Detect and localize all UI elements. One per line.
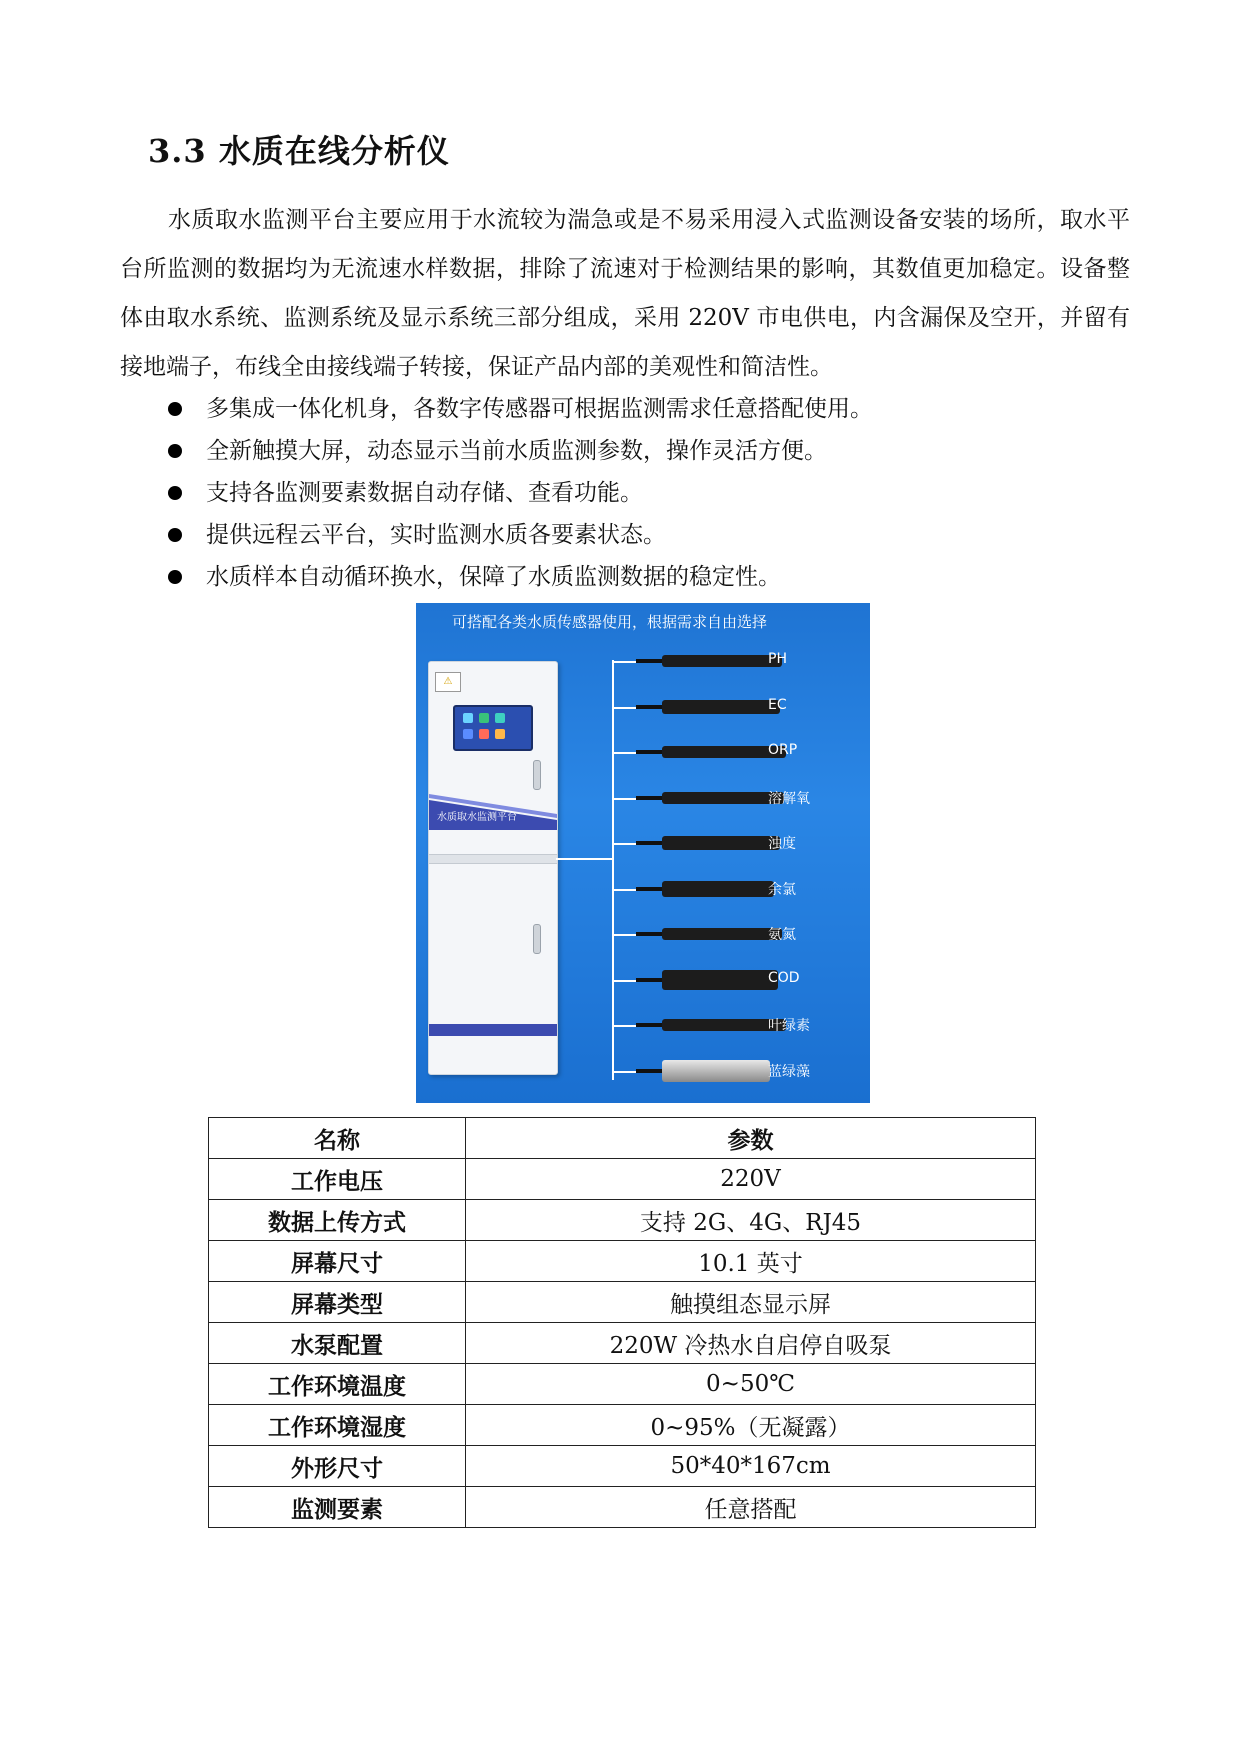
sensor-label: 氨氮 <box>768 927 796 943</box>
spec-value: 触摸组态显示屏 <box>466 1282 1036 1323</box>
cabinet-divider <box>429 854 557 864</box>
sensor-label: 蓝绿藻 <box>768 1063 810 1080</box>
sensor-label: PH <box>768 651 787 667</box>
sensor-item <box>614 869 870 909</box>
sensor-probe-icon <box>662 1060 770 1082</box>
spec-name: 水泵配置 <box>209 1323 466 1364</box>
list-item-text: 水质样本自动循环换水，保障了水质监测数据的稳定性。 <box>206 564 781 590</box>
sensor-item <box>614 914 870 954</box>
table-row <box>209 1446 1036 1487</box>
column-header: 名称 <box>209 1118 466 1159</box>
bullet-icon <box>168 528 182 542</box>
spec-value: 0~95%（无凝露） <box>466 1405 1036 1446</box>
table-row <box>209 1241 1036 1282</box>
sensor-label: ORP <box>768 742 798 758</box>
spec-value: 任意搭配 <box>466 1487 1036 1528</box>
table-row <box>209 1282 1036 1323</box>
spec-value: 220V <box>466 1159 1036 1200</box>
table-row <box>209 1323 1036 1364</box>
bullet-icon <box>168 402 182 416</box>
spec-name: 工作环境温度 <box>209 1364 466 1405</box>
spec-value: 220W 冷热水自启停自吸泵 <box>466 1323 1036 1364</box>
spec-name: 屏幕尺寸 <box>209 1241 466 1282</box>
table-row <box>209 1487 1036 1528</box>
list-item <box>168 430 873 472</box>
list-item <box>168 388 873 430</box>
sensor-probe-icon <box>662 792 784 804</box>
sensor-probe-icon <box>662 970 778 990</box>
column-header: 参数 <box>466 1118 1036 1159</box>
sensor-label: 叶绿素 <box>768 1018 810 1034</box>
sensor-item <box>614 778 870 818</box>
cabinet-band <box>429 1024 557 1036</box>
sensor-label: 余氯 <box>768 881 796 898</box>
sensor-probe-icon <box>662 655 782 667</box>
section-heading: 3.3 水质在线分析仪 <box>148 132 450 170</box>
table-row <box>209 1405 1036 1446</box>
cabinet-label: 水质取水监测平台 <box>437 812 517 823</box>
sensor-probe-icon <box>662 928 782 940</box>
sensor-label: EC <box>768 696 787 713</box>
figure-caption: 可搭配各类水质传感器使用，根据需求自由选择 <box>452 613 768 631</box>
sensor-label: 溶解氧 <box>768 790 810 807</box>
sensor-item <box>614 1051 870 1091</box>
sensor-probe-icon <box>662 881 774 897</box>
spec-value: 0~50℃ <box>466 1364 1036 1405</box>
sensor-item <box>614 823 870 863</box>
list-item-text: 全新触摸大屏，动态显示当前水质监测参数，操作灵活方便。 <box>206 438 827 464</box>
spec-table <box>208 1117 1036 1528</box>
spec-name: 工作电压 <box>209 1159 466 1200</box>
door-handle-icon <box>533 924 541 954</box>
touchscreen-icon <box>453 705 533 751</box>
intro-paragraph: 水质取水监测平台主要应用于水流较为湍急或是不易采用浸入式监测设备安装的场所，取水平台所监测的数据均为无流速水样数据，排除了流速对于检测结果的影响，其数值更加稳定。设备整体由取水系统、监测系统及显示系统三部分组成，采用 220V 市电供电，内含漏保及空开，并留有接地端子，布线全由接线端子转接，保证产品内部的美观性和简洁性。 <box>120 207 1130 380</box>
list-item-text: 多集成一体化机身，各数字传感器可根据监测需求任意搭配使用。 <box>206 396 873 422</box>
table-header-row <box>209 1118 1036 1159</box>
sensor-item <box>614 641 870 681</box>
table-row <box>209 1364 1036 1405</box>
warning-icon: ⚠ <box>435 672 461 692</box>
spec-name: 工作环境湿度 <box>209 1405 466 1446</box>
sensor-item <box>614 687 870 727</box>
spec-value: 支持 2G、4G、RJ45 <box>466 1200 1036 1241</box>
list-item <box>168 556 873 598</box>
sensor-item <box>614 1005 870 1045</box>
table-row <box>209 1200 1036 1241</box>
spec-name: 屏幕类型 <box>209 1282 466 1323</box>
sensor-item <box>614 960 870 1000</box>
spec-value: 50*40*167cm <box>466 1446 1036 1487</box>
sensor-label: 浊度 <box>768 836 796 852</box>
cabinet-illustration <box>428 661 558 1075</box>
spec-name: 监测要素 <box>209 1487 466 1528</box>
spec-name: 数据上传方式 <box>209 1200 466 1241</box>
sensor-probe-icon <box>662 836 780 850</box>
sensor-item <box>614 732 870 772</box>
connector-line <box>556 858 614 860</box>
spec-name: 外形尺寸 <box>209 1446 466 1487</box>
bullet-icon <box>168 486 182 500</box>
list-item-text: 支持各监测要素数据自动存储、查看功能。 <box>206 480 643 506</box>
spec-value: 10.1 英寸 <box>466 1241 1036 1282</box>
sensor-label: COD <box>768 969 800 986</box>
list-item <box>168 514 873 556</box>
feature-list <box>168 388 873 598</box>
list-item <box>168 472 873 514</box>
product-image <box>416 603 870 1103</box>
bullet-icon <box>168 570 182 584</box>
table-row <box>209 1159 1036 1200</box>
bullet-icon <box>168 444 182 458</box>
list-item-text: 提供远程云平台，实时监测水质各要素状态。 <box>206 522 666 548</box>
sensor-probe-icon <box>662 700 780 714</box>
